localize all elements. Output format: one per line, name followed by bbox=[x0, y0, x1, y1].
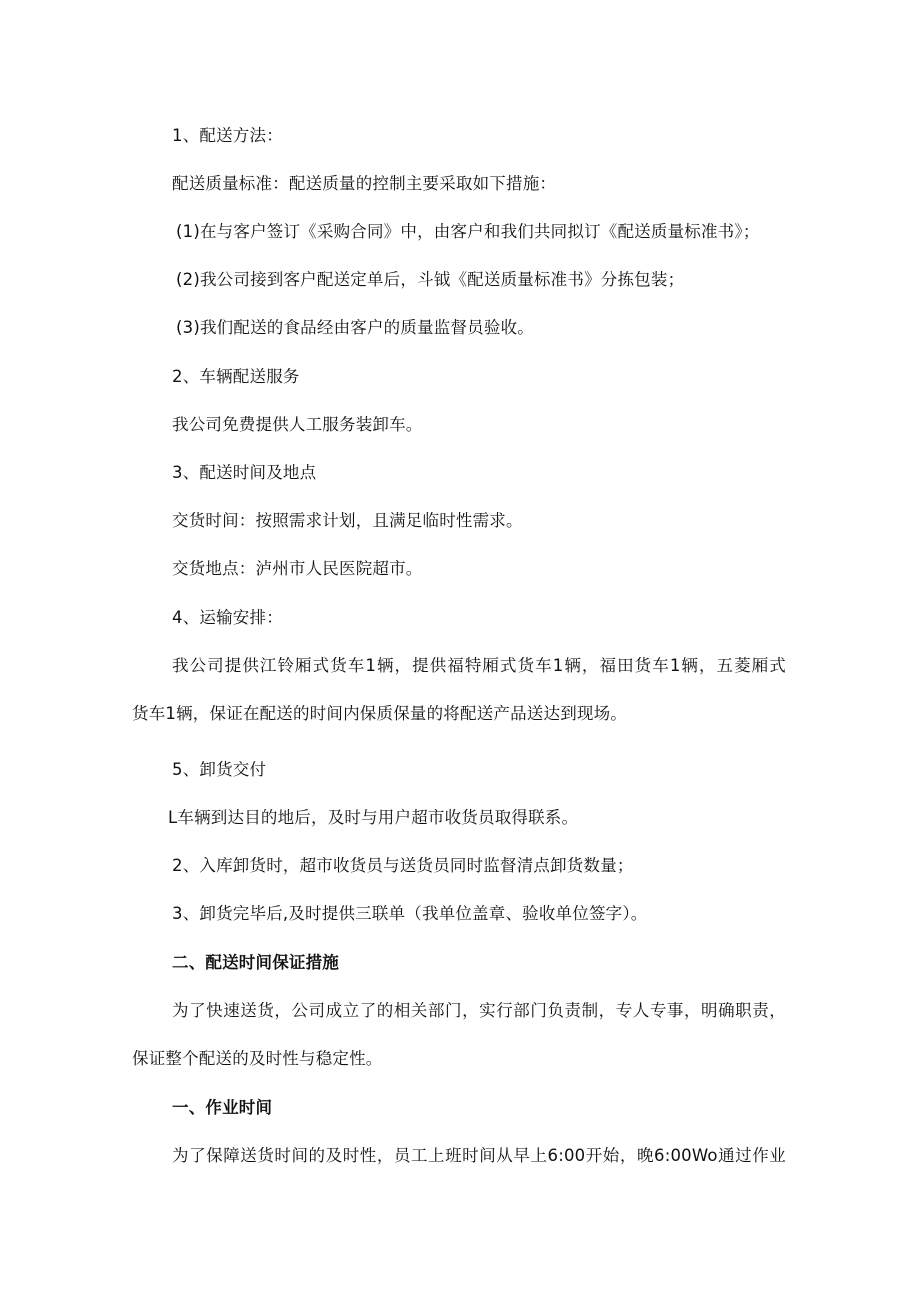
list-item-quality-3: (3)我们配送的食品经由客户的质量监督员验收。 bbox=[176, 318, 534, 337]
paragraph-unloading-2: 2、入库卸货时，超市收货员与送货员同时监督清点卸货数量； bbox=[172, 856, 634, 875]
heading-time-place: 3、配送时间及地点 bbox=[172, 463, 317, 482]
paragraph-unloading-1: L车辆到达目的地后，及时与用户超市收货员取得联系。 bbox=[168, 808, 579, 827]
section-heading-work-time: 一、作业时间 bbox=[172, 1098, 273, 1117]
list-item-quality-2: (2)我公司接到客户配送定单后，斗钺《配送质量标准书》分拣包装； bbox=[176, 270, 685, 289]
heading-delivery-method: 1、配送方法： bbox=[172, 126, 283, 145]
paragraph-guarantee-line-1: 为了快速送货，公司成立了的相关部门，实行部门负责制，专人专事，明确职责， bbox=[172, 1001, 786, 1020]
section-heading-time-guarantee: 二、配送时间保证措施 bbox=[172, 953, 339, 972]
paragraph-quality-standard: 配送质量标准：配送质量的控制主要采取如下措施： bbox=[172, 174, 557, 193]
heading-vehicle-service: 2、车辆配送服务 bbox=[172, 367, 300, 386]
heading-unloading: 5、卸货交付 bbox=[172, 760, 267, 779]
paragraph-unloading-3: 3、卸货完毕后,及时提供三联单（我单位盖章、验收单位签字）。 bbox=[172, 904, 648, 923]
paragraph-transport-line-1: 我公司提供江铃厢式货车1辆，提供福特厢式货车1辆，福田货车1辆，五菱厢式 bbox=[172, 656, 786, 675]
paragraph-delivery-time: 交货时间：按照需求计划，且满足临时性需求。 bbox=[172, 511, 523, 530]
heading-transport: 4、运输安排： bbox=[172, 608, 283, 627]
paragraph-guarantee-line-2: 保证整个配送的及时性与稳定性。 bbox=[132, 1049, 383, 1068]
paragraph-work-time-line-1: 为了保障送货时间的及时性，员工上班时间从早上6:00开始，晚6:00Wo通过作业 bbox=[172, 1146, 786, 1165]
paragraph-delivery-place: 交货地点：泸州市人民医院超市。 bbox=[172, 559, 423, 578]
paragraph-loading-service: 我公司免费提供人工服务装卸车。 bbox=[172, 415, 423, 434]
list-item-quality-1: (1)在与客户签订《采购合同》中，由客户和我们共同拟订《配送质量标准书》； bbox=[176, 222, 760, 241]
paragraph-transport-line-2: 货车1辆，保证在配送的时间内保质保量的将配送产品送达到现场。 bbox=[132, 704, 627, 723]
